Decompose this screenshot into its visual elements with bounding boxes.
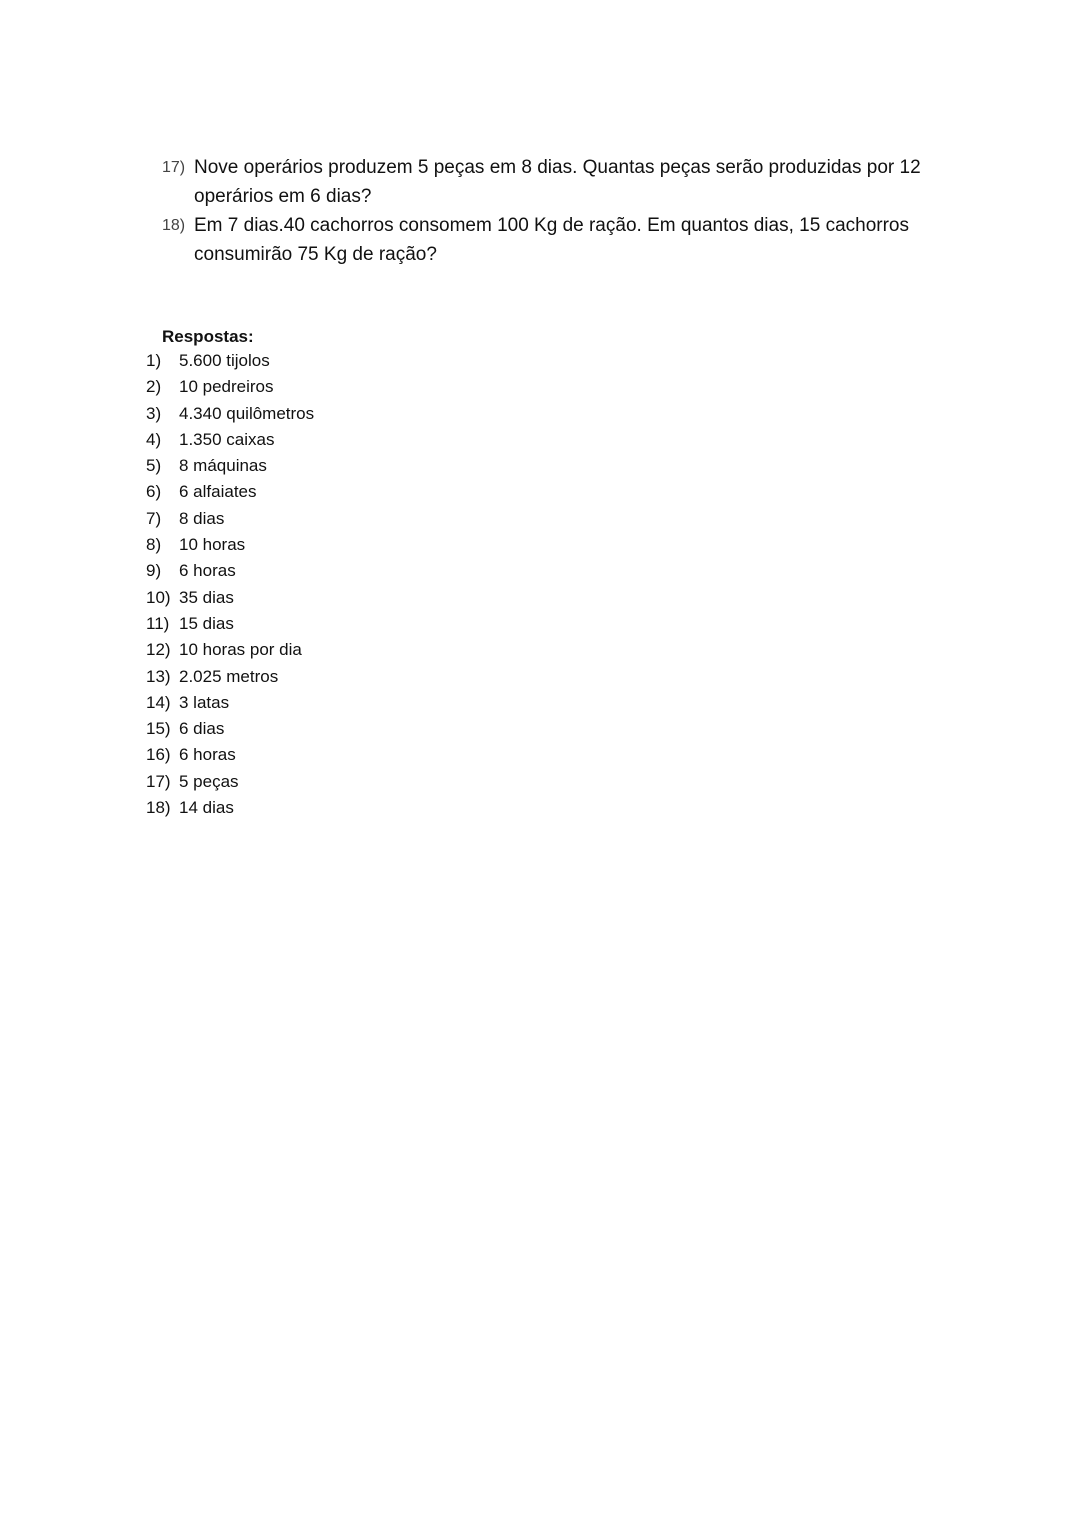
answer-number: 5) bbox=[146, 456, 162, 476]
answer-text: 1.350 caixas bbox=[179, 429, 275, 449]
answer-item bbox=[146, 637, 314, 663]
answer-text: 10 horas por dia bbox=[179, 640, 302, 660]
answer-text: 6 horas bbox=[179, 745, 236, 765]
answer-number: 17) bbox=[146, 771, 171, 791]
answer-item bbox=[146, 795, 314, 821]
answer-text: 6 alfaiates bbox=[179, 482, 257, 502]
answer-item bbox=[146, 532, 314, 558]
answer-number: 8) bbox=[146, 535, 162, 555]
answer-item bbox=[146, 690, 314, 716]
answer-item bbox=[146, 611, 314, 637]
answer-number: 15) bbox=[146, 719, 171, 739]
answer-text: 5 peças bbox=[179, 771, 239, 791]
answer-text: 8 máquinas bbox=[179, 456, 267, 476]
answer-number: 11) bbox=[146, 613, 170, 633]
answer-text: 15 dias bbox=[179, 613, 234, 633]
answer-item bbox=[146, 453, 314, 479]
question-item bbox=[162, 211, 962, 269]
answer-item bbox=[146, 506, 314, 532]
answer-number: 18) bbox=[146, 798, 171, 818]
answer-item bbox=[146, 427, 314, 453]
answer-number: 14) bbox=[146, 692, 171, 712]
answer-number: 4) bbox=[146, 429, 162, 449]
answers-list bbox=[146, 348, 314, 821]
question-text: Em 7 dias.40 cachorros consomem 100 Kg de ração. Em quantos dias, 15 cachorros consumirão 75 Kg de ração? bbox=[194, 215, 909, 265]
answer-item bbox=[146, 716, 314, 742]
question-item bbox=[162, 153, 962, 211]
question-number: 17) bbox=[162, 159, 186, 176]
answer-item bbox=[146, 374, 314, 400]
answer-number: 10) bbox=[146, 587, 171, 607]
answer-text: 8 dias bbox=[179, 508, 225, 528]
answers-heading: Respostas: bbox=[162, 327, 254, 346]
answer-text: 2.025 metros bbox=[179, 666, 279, 686]
answer-item bbox=[146, 585, 314, 611]
answer-item bbox=[146, 558, 314, 584]
answer-number: 7) bbox=[146, 508, 162, 528]
answer-number: 1) bbox=[146, 351, 162, 370]
answer-number: 13) bbox=[146, 666, 171, 686]
answer-item bbox=[146, 742, 314, 768]
answer-item bbox=[146, 348, 314, 374]
answer-number: 12) bbox=[146, 640, 171, 660]
answer-item bbox=[146, 479, 314, 505]
answer-text: 14 dias bbox=[179, 798, 234, 818]
answer-item bbox=[146, 664, 314, 690]
answer-number: 3) bbox=[146, 403, 162, 423]
answer-text: 3 latas bbox=[179, 692, 230, 712]
answer-number: 2) bbox=[146, 377, 162, 397]
answer-text: 35 dias bbox=[179, 587, 234, 607]
answer-item bbox=[146, 401, 314, 427]
answer-number: 6) bbox=[146, 482, 162, 502]
answer-text: 10 pedreiros bbox=[179, 377, 274, 397]
answer-text: 6 horas bbox=[179, 561, 236, 581]
answer-text: 4.340 quilômetros bbox=[179, 403, 315, 423]
answer-number: 16) bbox=[146, 745, 171, 765]
answer-number: 9) bbox=[146, 561, 162, 581]
answer-item bbox=[146, 769, 314, 795]
answer-text: 10 horas bbox=[179, 535, 246, 555]
question-text: Nove operários produzem 5 peças em 8 dias. Quantas peças serão produzidas por 12 operários em 6 dias? bbox=[194, 157, 921, 207]
answer-text: 5.600 tijolos bbox=[179, 351, 270, 370]
answer-text: 6 dias bbox=[179, 719, 225, 739]
questions-list bbox=[162, 153, 962, 269]
question-number: 18) bbox=[162, 217, 186, 234]
